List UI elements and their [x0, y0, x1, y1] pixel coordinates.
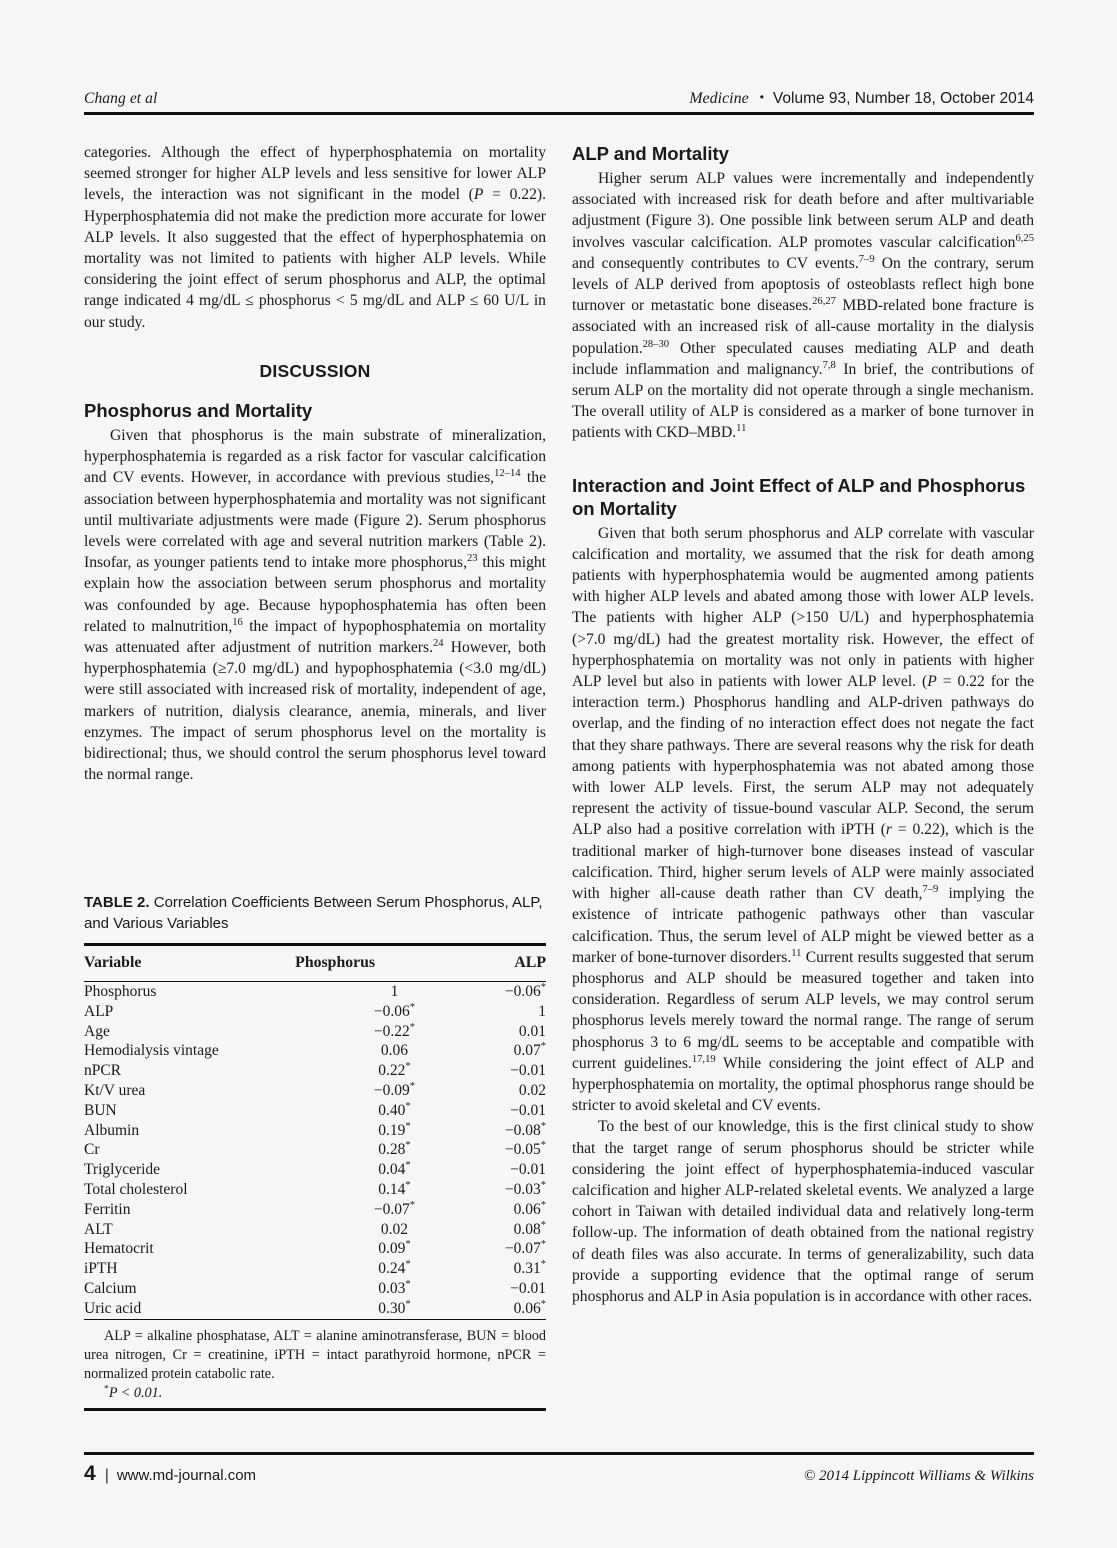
- significance-marker: *: [405, 1100, 411, 1112]
- bullet-separator-icon: •: [759, 90, 764, 104]
- cell-variable: Ferritin: [84, 1200, 131, 1218]
- cell-alp: −0.01: [510, 1161, 546, 1179]
- cell-alp: 0.06*: [513, 1298, 546, 1317]
- cell-alp: −0.01: [510, 1062, 546, 1080]
- issue-info: Volume 93, Number 18, October 2014: [772, 90, 1034, 107]
- significance-marker: *: [405, 1279, 411, 1291]
- cell-alp: −0.01: [510, 1279, 546, 1297]
- significance-marker: *: [540, 1180, 546, 1192]
- significance-marker: *: [540, 1041, 546, 1053]
- journal-url[interactable]: www.md-journal.com: [116, 1467, 257, 1484]
- cell-phosphorus: −0.09*: [373, 1081, 416, 1099]
- page-footer: [84, 1462, 1034, 1486]
- interaction-paragraph-1: Given that both serum phosphorus and ALP correlate with vascular calcification and mortality, we assumed that the risk for death among patients with hyperphosphatemia would be augmented among patients with higher ALP levels and abated among those with lower ALP levels. The patients with higher ALP (>150 U/L) and hyperphosphatemia (>7.0 mg/dL) had the greatest mortality risk. However, the effect of hyperphosphatemia on mortality was not only in patients with higher ALP level but also in patients with lower ALP level. (P = 0.22 for the interaction term.) Phosphorus handling and ALP-driven pathways do overlap, and the finding of no interaction effect does not negate the fact that they share pathways. There are several reasons why the risk for death among patients with hyperphosphatemia was not abated among those with lower ALP levels. First, the serum ALP may not adequately represent the activity of tissue-bound vascular ALP. Second, the serum ALP also had a positive correlation with iPTH (r = 0.22), which is the traditional marker of high-turnover bone diseases instead of vascular calcification. Third, higher serum levels of ALP were mainly associated with higher all-cause death rather than CV death,$^{7-9}$ implying the existence of intricate pathogenic pathways other than vascular calcification. Thus, the serum level of ALP might be viewed better as a marker of bone-turnover disorders.$^{11}$ Current results suggested that serum phosphorus and ALP should be measured together and taken into consideration. Regardless of serum ALP levels, we may control serum phosphorus levels merely toward the normal range. The range of serum phosphorus 3 to 6 mg/dL seems to be acceptable and compatible with current guidelines.$^{17,19}$ While considering the joint effect of ALP and hyperphosphatemia on mortality, the optimal phosphorus range should be stricter to avoid skeletal and CV events.: [572, 524, 1035, 1115]
- table-2: [84, 893, 546, 1411]
- header-rule: [84, 112, 1034, 115]
- significance-marker: *: [540, 1219, 546, 1231]
- table-row: [84, 1121, 546, 1141]
- table-row: [84, 1180, 546, 1200]
- table-abbreviations: ALP = alkaline phosphatase, ALT = alanine aminotransferase, BUN = blood urea nitrogen, Cr = creatinine, iPTH = intact parathyroid hormone, nPCR = normalized protein catabolic rate.: [84, 1327, 546, 1382]
- phosphorus-mortality-heading: Phosphorus and Mortality: [84, 400, 313, 422]
- cell-variable: nPCR: [84, 1062, 122, 1080]
- cell-alp: −0.01: [510, 1101, 546, 1119]
- table-header-row: [84, 946, 546, 981]
- significance-marker: *: [540, 1120, 546, 1132]
- cell-variable: BUN: [84, 1101, 117, 1119]
- significance-marker: *: [409, 1001, 416, 1013]
- interaction-paragraph-2: To the best of our knowledge, this is the first clinical study to show that the target range of serum phosphorus should be stricter while considering the joint effect of hyperphosphatemia-induced vascular calcification and higher ALP-related skeletal events. We analyzed a large cohort in Taiwan with detailed individual data and relatively long-term follow-up. The information of death obtained from the national registry of death files was also accurate. In terms of generalizability, such data provide a supporting evidence that the optimal range of serum phosphorus and ALP in Asia population is in accordance with other races.: [572, 1118, 1034, 1305]
- table-row: [84, 1220, 546, 1240]
- cell-phosphorus: 0.24*: [378, 1259, 411, 1278]
- table-body: [84, 982, 546, 1319]
- table-caption: [84, 893, 546, 934]
- cell-alp: −0.05*: [504, 1140, 546, 1159]
- table-row: [84, 1140, 546, 1160]
- table-row: [84, 982, 546, 1002]
- cell-variable: Age: [84, 1022, 110, 1040]
- cell-phosphorus: 0.22*: [378, 1061, 411, 1080]
- table-row: [84, 1259, 546, 1279]
- cell-alp: 0.08*: [513, 1219, 546, 1238]
- table-row: [84, 1160, 546, 1180]
- footer-rule: [84, 1452, 1034, 1455]
- cell-alp: −0.07*: [504, 1239, 546, 1258]
- table-row: [84, 1061, 546, 1081]
- significance-marker: *: [104, 1383, 109, 1395]
- table-row: [84, 1081, 546, 1101]
- page-number: 4: [84, 1462, 96, 1485]
- cell-variable: Kt/V urea: [84, 1081, 146, 1099]
- table-row: [84, 1002, 546, 1022]
- cell-phosphorus: 0.14*: [378, 1180, 411, 1198]
- table-row: [84, 1101, 546, 1121]
- running-head: [84, 82, 1034, 108]
- cell-variable: Triglyceride: [84, 1161, 161, 1179]
- table-caption-text: Correlation Coefficients Between Serum Phosphorus, ALP, and Various Variables: [84, 894, 543, 932]
- cell-phosphorus: 0.09*: [378, 1239, 411, 1258]
- significance-marker: *: [405, 1259, 411, 1271]
- table-row: [84, 1022, 546, 1042]
- significance-marker: *: [540, 1239, 546, 1251]
- cell-phosphorus: −0.07*: [373, 1199, 416, 1218]
- continued-paragraph: categories. Although the effect of hyperphosphatemia on mortality seemed stronger for higher ALP levels and less sensitive for lower ALP levels, the interaction was not significant in the model (P = 0.22). Hyperphosphatemia did not make the prediction more accurate for lower ALP levels. It also suggested that the effect of hyperphosphatemia on mortality was not limited to patients with higher ALP levels. While considering the joint effect of serum phosphorus and ALP, the optimal range indicated 4 mg/dL ≤ phosphorus < 5 mg/dL and ALP ≤ 60 U/L in our study.: [84, 144, 546, 331]
- significance-marker: *: [405, 1298, 411, 1310]
- significance-marker: *: [405, 1140, 411, 1152]
- cell-alp: 1: [538, 1002, 546, 1020]
- right-column: [572, 142, 1034, 1307]
- cell-variable: ALP: [84, 1002, 114, 1020]
- cell-alp: 0.02: [518, 1081, 546, 1099]
- cell-phosphorus: 0.19*: [378, 1120, 411, 1139]
- cell-variable: ALT: [84, 1220, 113, 1238]
- cell-phosphorus: 0.02: [380, 1220, 409, 1238]
- table-row: [84, 1279, 546, 1299]
- footer-left: [84, 1462, 256, 1486]
- cell-variable: Hemodialysis vintage: [84, 1042, 219, 1060]
- table-row: [84, 1041, 546, 1061]
- column-header-alp: ALP: [514, 953, 546, 971]
- left-column: [84, 142, 546, 785]
- alp-mortality-heading: ALP and Mortality: [572, 143, 729, 164]
- cell-phosphorus: 0.04*: [378, 1160, 411, 1179]
- significance-marker: *: [540, 1298, 546, 1310]
- cell-phosphorus: 1: [390, 982, 399, 1000]
- cell-alp: 0.06*: [513, 1199, 546, 1218]
- alp-mortality-paragraph: Higher serum ALP values were incrementally and independently associated with increased risk for death before and after multivariable adjustment (Figure 3). One possible link between serum ALP and death involves vascular calcification. ALP promotes vascular calcification$^{6,25}$ and consequently contributes to CV events.$^{7-9}$ On the contrary, serum levels of ALP derived from apoptosis of osteoblasts reflect high bone turnover or metastatic bone diseases.$^{26,27}$ MBD-related bone fracture is associated with an increased risk of all-cause mortality in the dialysis population.$^{28-30}$ Other speculated causes mediating ALP and death include inflammation and malignancy.$^{7,8}$ In brief, the contributions of serum ALP on the mortality did not operate through a single mechanism. The overall utility of ALP is considered as a marker of bone turnover in patients with CKD–MBD.$^{11}$: [572, 170, 1035, 442]
- discussion-heading: DISCUSSION: [259, 360, 371, 381]
- significance-text: P < 0.01.: [108, 1384, 163, 1401]
- significance-marker: *: [405, 1160, 411, 1172]
- cell-phosphorus: 0.03*: [378, 1279, 411, 1297]
- footer-separator: |: [104, 1467, 109, 1484]
- cell-variable: Cr: [84, 1141, 100, 1159]
- table-close-rule: [84, 1408, 546, 1411]
- cell-alp: −0.03*: [504, 1180, 546, 1198]
- cell-alp: −0.08*: [504, 1120, 546, 1139]
- cell-phosphorus: −0.06*: [373, 1001, 416, 1020]
- cell-variable: Hematocrit: [84, 1240, 154, 1258]
- phosphorus-mortality-paragraph: Given that phosphorus is the main substrate of mineralization, hyperphosphatemia is regarded as a risk factor for vascular calcification and CV events. However, in accordance with previous studies,$^{12-14}$ the association between hyperphosphatemia and mortality was not significant until multivariate adjustments were made (Figure 2). Serum phosphorus levels were correlated with age and several nutrition markers (Table 2). Insofar, as younger patients tend to intake more phosphorus,$^{23}$ this might explain how the association between serum phosphorus and mortality was confounded by age. Because hypophosphatemia has often been related to malnutrition,$^{16}$ the impact of hypophosphatemia on mortality was attenuated after adjustment of nutrition markers.$^{24}$ However, both hyperphosphatemia (≥7.0 mg/dL) and hypophosphatemia (<3.0 mg/dL) were still associated with increased risk of mortality, independent of age, markers of nutrition, dialysis clearance, anemia, minerals, and liver enzymes. The impact of serum phosphorus level on the mortality is bidirectional; thus, we should control the serum phosphorus level toward the normal range.: [84, 427, 547, 784]
- significance-marker: *: [540, 1140, 546, 1152]
- interaction-joint-effect-heading: Interaction and Joint Effect of ALP and Phosphorus on Mortality: [572, 474, 1026, 519]
- significance-marker: *: [540, 1259, 546, 1271]
- running-head-authors: Chang et al: [84, 90, 158, 107]
- significance-marker: *: [409, 1199, 416, 1211]
- cell-phosphorus: 0.06: [380, 1042, 409, 1060]
- table-label: TABLE 2.: [84, 894, 150, 911]
- cell-phosphorus: 0.28*: [378, 1140, 411, 1159]
- cell-variable: Phosphorus: [84, 982, 157, 1000]
- column-header-phosphorus: Phosphorus: [295, 953, 376, 971]
- table-significance-note: [84, 1384, 546, 1403]
- table-row: [84, 1239, 546, 1259]
- significance-marker: *: [409, 1021, 416, 1033]
- cell-variable: Albumin: [84, 1121, 140, 1139]
- significance-marker: *: [540, 982, 546, 994]
- cell-alp: 0.01: [518, 1022, 546, 1040]
- cell-variable: Uric acid: [84, 1299, 142, 1317]
- cell-phosphorus: 0.30*: [378, 1298, 411, 1317]
- significance-marker: *: [540, 1199, 546, 1211]
- cell-phosphorus: −0.22*: [373, 1021, 416, 1040]
- table-body-grid: [84, 982, 546, 1319]
- significance-marker: *: [405, 1061, 411, 1073]
- cell-alp: 0.07*: [513, 1041, 546, 1060]
- cell-variable: iPTH: [84, 1260, 118, 1278]
- cell-alp: −0.06*: [504, 982, 546, 1000]
- cell-alp: 0.31*: [513, 1259, 546, 1278]
- significance-marker: *: [405, 1180, 411, 1192]
- table-footnotes: [84, 1320, 546, 1408]
- cell-variable: Total cholesterol: [84, 1180, 188, 1198]
- copyright-notice: © 2014 Lippincott Williams & Wilkins: [803, 1468, 1034, 1484]
- table-grid: [84, 946, 546, 981]
- cell-variable: Calcium: [84, 1279, 137, 1297]
- table-row: [84, 1200, 546, 1220]
- significance-marker: *: [405, 1120, 411, 1132]
- column-header-variable: Variable: [84, 953, 142, 971]
- running-head-issue: [689, 90, 1034, 108]
- journal-name: Medicine: [689, 90, 749, 107]
- table-row: [84, 1299, 546, 1319]
- significance-marker: *: [409, 1081, 416, 1093]
- significance-marker: *: [405, 1239, 411, 1251]
- cell-phosphorus: 0.40*: [378, 1100, 411, 1119]
